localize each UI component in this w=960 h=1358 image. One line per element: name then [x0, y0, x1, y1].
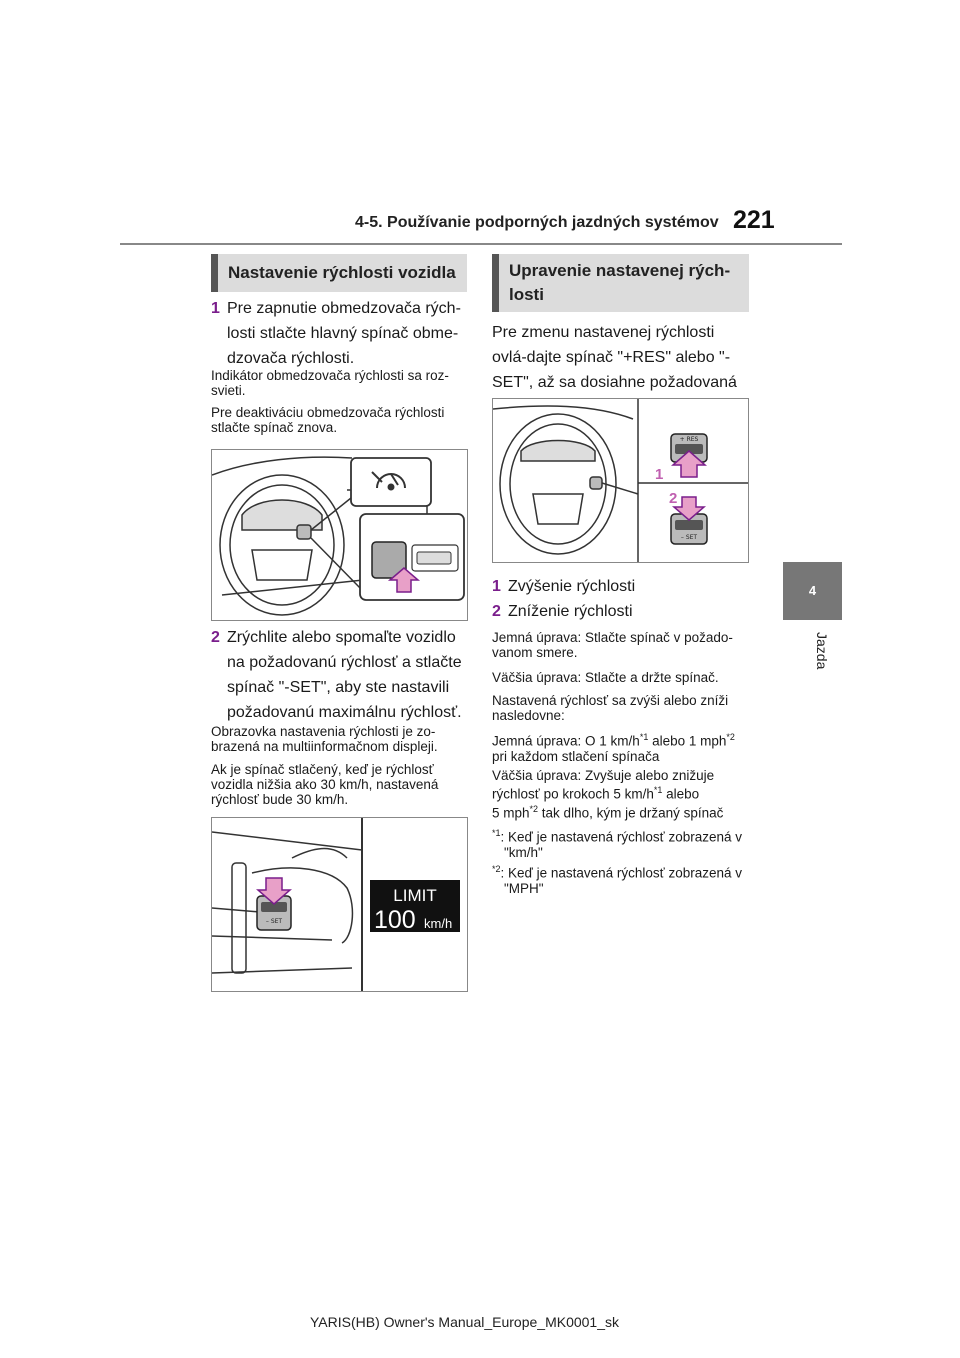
- display-speed-unit: km/h: [424, 916, 453, 931]
- p4-text-b: alebo 1 mph: [648, 733, 727, 749]
- steering-wheel-illustration: [212, 450, 467, 620]
- right-p5: [492, 768, 752, 820]
- right-heading: Upravenie nastavenej rých-losti: [492, 254, 749, 312]
- p5-text-d: tak dlho, kým je držaný spínač: [538, 805, 724, 820]
- footnote-ref-1: *1: [653, 785, 663, 795]
- left-step-2: [211, 625, 469, 725]
- figure-main-switch: [211, 449, 468, 621]
- callout-1: 1: [655, 466, 664, 483]
- chapter-tab: 4: [783, 562, 842, 620]
- page-number: 221: [733, 206, 775, 234]
- right-p3: Nastavená rýchlosť sa zvýši alebo zníži nasledovne:: [492, 693, 729, 723]
- right-item-1: [492, 574, 750, 599]
- switch-set-label: – SET: [265, 918, 283, 925]
- footnote-ref-1: *1: [639, 732, 649, 742]
- left-step-1: [211, 296, 469, 371]
- figure-set-switch: [211, 817, 468, 992]
- p5-text-a: Väčšia úprava: Zvyšuje alebo znižuje rýchlosť po krokoch 5 km/h: [492, 768, 715, 802]
- callout-2: 2: [669, 490, 678, 507]
- left-note-1: Indikátor obmedzovača rýchlosti sa roz-svieti.: [211, 368, 449, 398]
- footnote-mark: *1: [492, 828, 501, 838]
- item-number: 1: [492, 578, 501, 595]
- right-item-2: [492, 599, 750, 624]
- footnote-ref-2: *2: [726, 732, 735, 742]
- step-text: Zrýchlite alebo spomaľte vozidlo na požadovanú rýchlosť a stlačte spínač "-SET", aby ste nastavili požadovanú maximálnu rýchlosť.: [227, 629, 462, 721]
- p4-text-c: pri každom stlačení spínača: [492, 748, 660, 764]
- step-number: 1: [211, 300, 220, 317]
- display-limit-text: LIMIT: [393, 886, 437, 905]
- footnote-text: : Keď je nastavená rýchlosť zobrazená v "MPH": [500, 865, 743, 896]
- right-intro: Pre zmenu nastavenej rýchlosti ovlá-dajte spínač "+RES" alebo "-SET", až sa dosiahne požadovaná: [492, 324, 737, 391]
- display-speed-value: 100: [374, 906, 416, 934]
- step-number: 2: [211, 629, 220, 646]
- p5-text-b: alebo: [662, 786, 700, 802]
- set-switch-illustration: [212, 818, 467, 991]
- footnote-ref-2: *2: [529, 803, 539, 814]
- right-p1: Jemná úprava: Stlačte spínač v požado-vanom smere.: [492, 630, 733, 660]
- res-label: + RES: [679, 436, 699, 443]
- figure-res-set: [492, 398, 749, 563]
- left-note-2: Pre deaktiváciu obmedzovača rýchlosti stlačte spínač znova.: [211, 405, 445, 435]
- left-heading: Nastavenie rýchlosti vozidla: [211, 254, 467, 292]
- footnote-text: : Keď je nastavená rýchlosť zobrazená v "km/h": [500, 829, 743, 860]
- left-note-4: Ak je spínač stlačený, keď je rýchlosť vozidla nižšia ako 30 km/h, nastavená rýchlosť bude 30 km/h.: [211, 762, 439, 807]
- footnote-1: [492, 826, 750, 860]
- footnote-2: [492, 862, 750, 896]
- p5-text-c: 5 mph: [492, 805, 530, 820]
- item-text: Zníženie rýchlosti: [508, 603, 633, 620]
- footer-text: YARIS(HB) Owner's Manual_Europe_MK0001_sk: [310, 1314, 619, 1330]
- item-text: Zvýšenie rýchlosti: [508, 578, 636, 595]
- item-number: 2: [492, 603, 501, 620]
- left-note-3: Obrazovka nastavenia rýchlosti je zo-brazená na multiinformačnom displeji.: [211, 724, 438, 754]
- p4-text-a: Jemná úprava: O 1 km/h: [492, 733, 640, 749]
- right-p2: Väčšia úprava: Stlačte a držte spínač.: [492, 670, 719, 685]
- header-rule: [120, 243, 842, 245]
- right-p4: [492, 730, 752, 764]
- footnote-mark: *2: [492, 864, 501, 874]
- section-title: 4-5. Používanie podporných jazdných systémov: [355, 214, 719, 231]
- indicator-callout: [351, 458, 431, 506]
- res-set-illustration: [493, 399, 748, 562]
- chapter-label: Jazda: [814, 632, 830, 670]
- step-text: Pre zapnutie obmedzovača rých-losti stlačte hlavný spínač obme-dzovača rýchlosti.: [227, 300, 461, 367]
- set-label: – SET: [680, 534, 698, 541]
